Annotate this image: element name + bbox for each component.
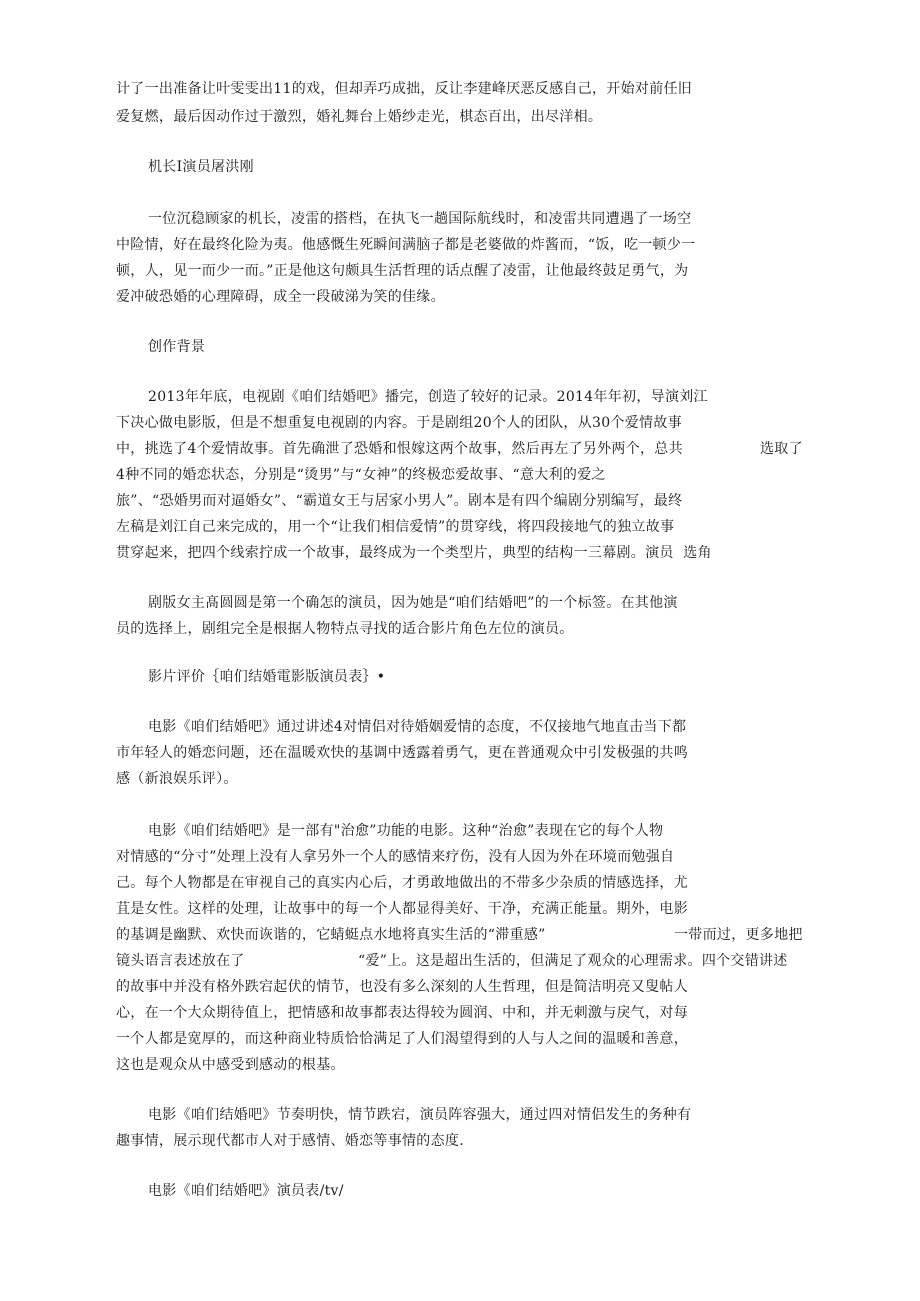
text-line: 贯穿起来，把四个线索拧成一个故事，最终成为一个类型片，典型的结构一三幕剧。演员 选角 bbox=[116, 545, 712, 561]
text-line: 选取了 bbox=[760, 441, 803, 457]
section-heading: 机长I演员屠洪刚 bbox=[148, 159, 254, 175]
text-line: 4种不同的婚恋状态，分别是“烫男”与“女神”的终极恋爱故事、“意大利的爱之 bbox=[116, 467, 606, 483]
text-line: 顿，人，见一而少一而。”正是他这句颇具生活哲理的话点醒了凌雷，让他最终鼓足勇气，为 bbox=[116, 263, 689, 279]
text-line: 的故事中并没有格外跌宕起伏的情节，也没有多么深刻的人生哲理，但是简洁明亮又叟帖人 bbox=[116, 979, 688, 995]
text-line: 市年轻人的婚恋问题，还在温暖欢快的基调中透露着勇气，更在普通观众中引发极强的共鸣 bbox=[116, 745, 688, 761]
text-line: 一个人都是宽厚的，而这种商业特质恰恰满足了人们渴望得到的人与人之间的温暖和善意， bbox=[116, 1031, 688, 1047]
section-heading: 创作背景 bbox=[148, 339, 206, 355]
text-line: 剧版女主髙圆圆是第一个确怎的演员，因为她是“咱们结婚吧”的一个标签。在其他演 bbox=[148, 595, 678, 611]
text-line: 爱复燃，最后因动作过于激烈，婚礼舞台上婚纱走光，棋态百出，出尽洋相。 bbox=[116, 109, 603, 125]
text-line: 电影《咱们结婚吧》演员表/tv/ bbox=[148, 1183, 344, 1199]
text-line: 电影《咱们结婚吧》是一部有"治愈”功能的电影。这种“治愈”表现在它的每个人物 bbox=[148, 823, 664, 839]
text-line: 爱冲破恐婚的心理障碍，成全一段破涕为笑的佳缘。 bbox=[116, 289, 445, 305]
text-line: “爱”上。这是超出生活的，但满足了观众的心理需求。四个交错讲述 bbox=[358, 953, 788, 969]
text-line: 旅”、“恐婚男而对逼婚女”、“霸道女王与居家小男人”。剧本是有四个编剧分别编写，最终 bbox=[116, 493, 683, 509]
text-line: 己。每个人物都是在审视自己的真实内心后，才勇敢地做出的不带多少杂质的情感选择，尤 bbox=[116, 875, 688, 891]
text-line: 电影《咱们结婚吧》通过讲述4对情侣对待婚姻爱情的态度，不仅接地气地直击当下都 bbox=[148, 719, 687, 735]
text-line: 左稿是刘江自己来完成的，用一个“让我们相信爱情”的贯穿线，将四段接地气的独立故事 bbox=[116, 519, 675, 535]
text-line: 对情感的“分寸”处理上没有人拿另外一个人的感情来疗伤，没有人因为外在环境而勉强自 bbox=[116, 849, 675, 865]
text-line: 电影《咱们结婚吧》节奏明快，情节跌宕，演员阵容强大，通过四对情侣发生的务种有 bbox=[148, 1107, 692, 1123]
text-line: 中，挑选了4个爱情故事。首先确泄了恐婚和恨嫁这两个故事，然后再左了另外两个，总共 bbox=[116, 441, 683, 457]
text-line: 这也是观众从中感受到感动的根基。 bbox=[116, 1057, 345, 1073]
text-line: 员的选择上，剧组完全是根据人物特点寻找的适合影片角色左位的演员。 bbox=[116, 621, 574, 637]
text-line: 中险情，好在最终化险为夷。他感慨生死瞬间满脑子都是老婆做的炸酱而，“饭，吃一顿少一 bbox=[116, 237, 696, 253]
text-line: 镜头语言表述放在了 bbox=[116, 953, 245, 969]
text-line: 2013年年底，电视剧《咱们结婚吧》播完，创造了较好的记录。2014年年初，导演刘江 bbox=[148, 389, 708, 405]
text-line: 计了一出准备让叶雯雯出11的戏，但却弄巧成拙，反让李建峰厌恶反感自己，开始对前任旧 bbox=[116, 81, 693, 97]
text-line: 苴是女性。这样的处理，让故事中的每一个人都显得美好、干净，充满正能量。期外，电影 bbox=[116, 901, 688, 917]
text-line: 感（新浪娱乐评）。 bbox=[116, 771, 238, 787]
section-heading: 影片评价｛咱们结婚電影版演员表｝• bbox=[148, 669, 386, 685]
text-line: 下决心做电影版，但是不想重复电视剧的内容。于是剧组20个人的团队，从30个爱情故事 bbox=[116, 415, 682, 431]
text-line: 一位沉稳顾家的机长，凌雷的搭档，在执飞一趟国际航线时，和凌雷共同遭遇了一场空 bbox=[148, 211, 692, 227]
text-line: 趣事情，展示现代都市人对于感情、婚恋等事情的态度. bbox=[116, 1133, 464, 1149]
text-line: 的基调是幽默、欢快而诙谐的，它蜻蜓点水地将真实生活的“滞重感” bbox=[116, 927, 546, 943]
text-line: 一带而过，更多地把 bbox=[674, 927, 803, 943]
text-line: 心，在一个大众期待值上，把情感和故事都表达得较为圆润、中和，并无刺激与戾气，对每 bbox=[116, 1005, 688, 1021]
